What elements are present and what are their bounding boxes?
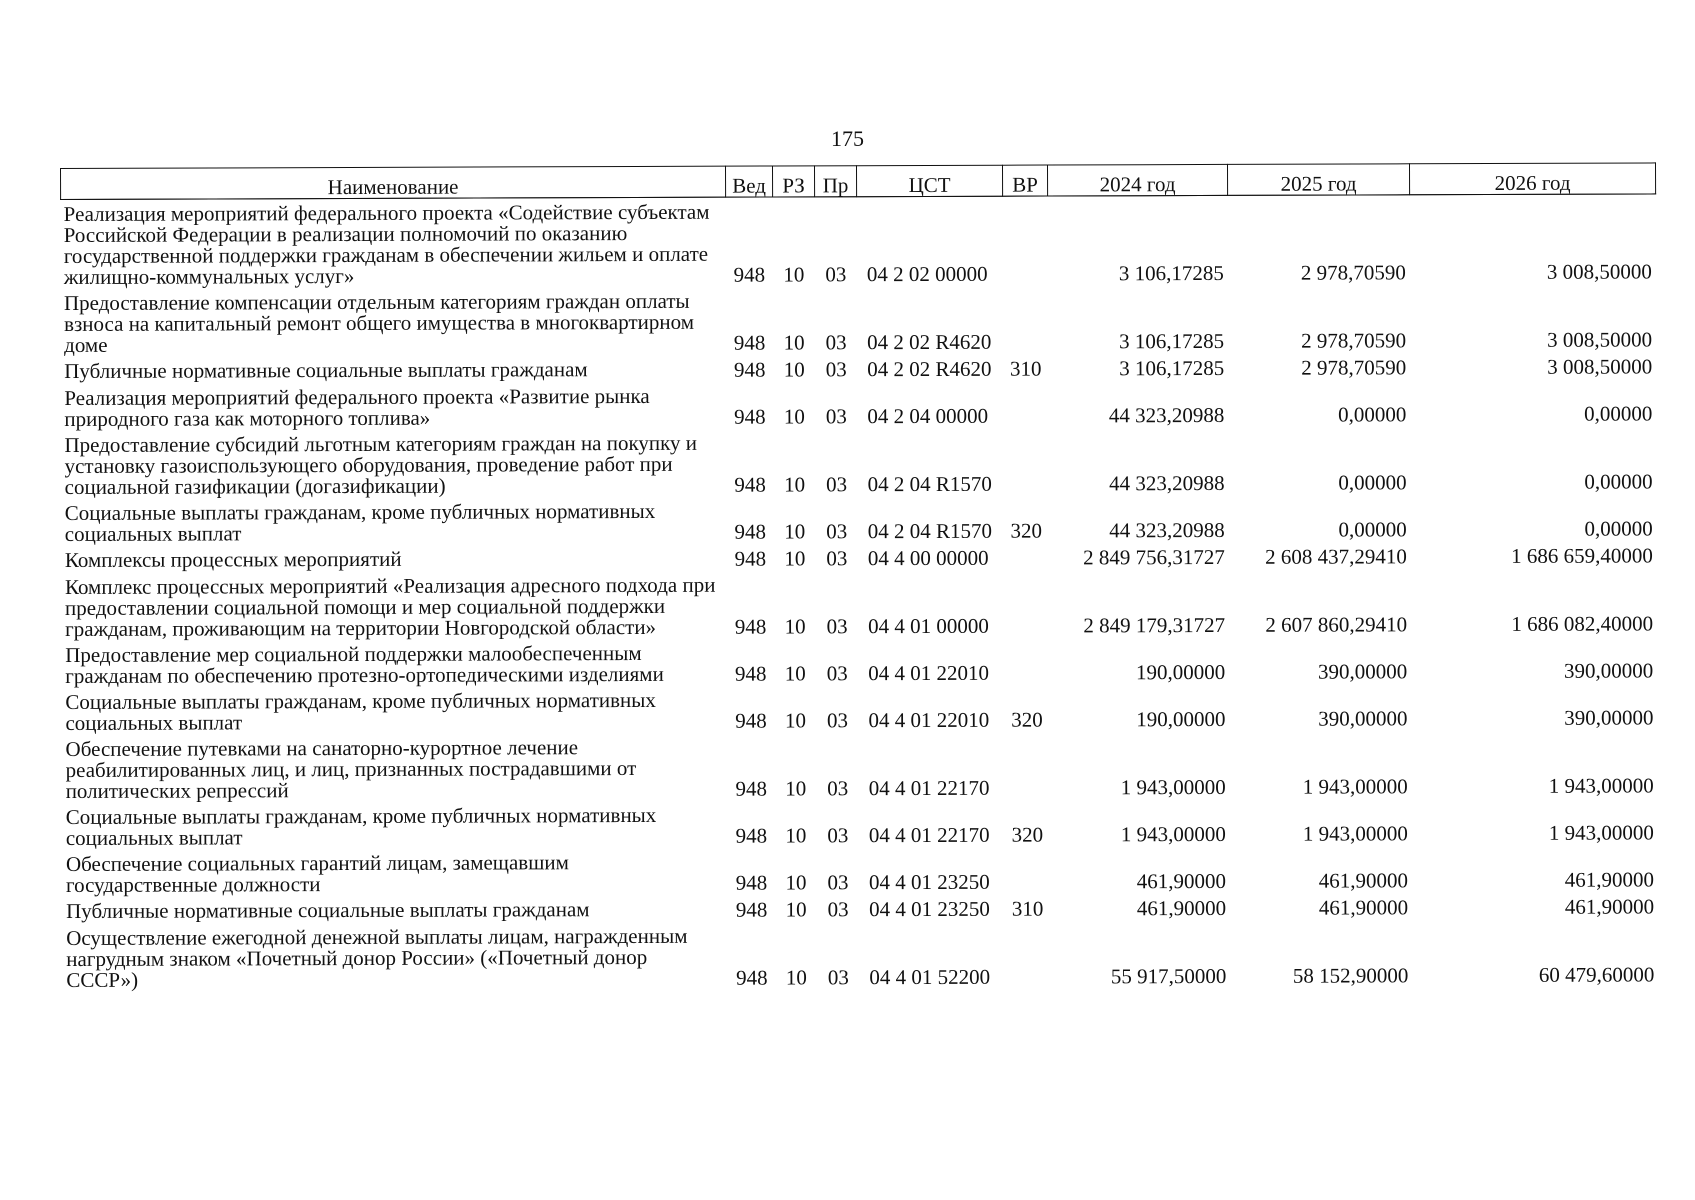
row-2025: 0,00000 [1338,517,1407,542]
row-2026: 461,90000 [1564,894,1655,919]
row-2025: 390,00000 [1317,659,1408,684]
row-2025: 461,90000 [1318,868,1409,893]
row-ved: 948 [734,472,766,497]
row-pr: 03 [827,965,849,990]
row-rz: 10 [785,965,807,990]
row-cst: 04 2 04 R1570 [867,471,992,497]
row-ved: 948 [735,897,768,922]
header-2025: 2025 год [1227,164,1409,196]
row-2024: 3 106,17285 [1118,260,1224,286]
row-name: Обеспечение путевками на санаторно-курортное лечение реабилитированных лиц, и лиц, признанных пострадавшими от политических репрессий [65,735,637,803]
row-vr [1003,196,1048,288]
row-cst: 04 4 01 23250 [869,896,990,922]
row-rz: 10 [783,262,805,287]
row-cst: 04 2 02 R4620 [867,329,992,355]
row-pr: 03 [826,708,848,733]
row-cst: 04 4 01 22010 [868,707,990,733]
row-pr: 03 [827,870,849,895]
row-2026: 461,90000 [1564,867,1655,892]
row-name: Обеспечение социальных гарантий лицам, замещавшим государственные должности [65,850,569,897]
row-vr: 310 [1011,896,1044,921]
table-row [63,920,1658,994]
row-pr: 03 [826,472,848,497]
row-vr: 320 [1010,518,1043,543]
row-2026: 3 008,50000 [1546,259,1652,284]
page-number: 175 [831,126,864,151]
row-2024: 461,90000 [1136,868,1227,894]
row-name: Осуществление ежегодной денежной выплаты лицам, награжденным нагрудным знаком «Почетный донор России» («Почетный донор СССР») [66,923,688,992]
row-cst: 04 2 02 00000 [866,261,988,287]
row-name: Публичные нормативные социальные выплаты гражданам [64,357,588,383]
row-2025: 461,90000 [1318,895,1409,920]
row-2026: 0,00000 [1584,516,1653,541]
row-vr [1003,430,1048,498]
row-name: Реализация мероприятий федерального проекта «Развитие рынка природного газа как моторного топлива» [64,383,650,431]
row-rz: 10 [783,330,805,355]
table-row [61,194,1656,291]
row-2025: 2 978,70590 [1301,328,1407,353]
row-ved: 948 [735,870,768,895]
row-2026: 1 686 082,40000 [1511,611,1654,636]
row-vr: 320 [1011,822,1044,847]
row-2024: 1 943,00000 [1120,821,1226,847]
header-2026: 2026 год [1409,163,1655,195]
row-2026: 390,00000 [1564,705,1654,730]
row-2024: 44 323,20988 [1109,470,1225,496]
row-rz: 10 [784,472,806,497]
row-pr: 03 [826,661,848,686]
row-rz: 10 [784,519,806,544]
row-name: Социальные выплаты гражданам, кроме публичных нормативных социальных выплат [65,802,657,850]
row-ved: 948 [733,262,766,287]
row-2024: 55 917,50000 [1110,963,1227,989]
row-2024: 3 106,17285 [1119,355,1225,381]
row-name: Социальные выплаты гражданам, кроме публичных нормативных социальных выплат [64,498,656,546]
row-rz: 10 [784,546,806,571]
header-cst: ЦСТ [856,165,1002,197]
row-2026: 60 479,60000 [1538,962,1655,987]
row-2026: 1 943,00000 [1548,820,1654,845]
row-name: Социальные выплаты гражданам, кроме публичных нормативных социальных выплат [65,687,656,735]
table-row [61,285,1656,359]
row-2024: 190,00000 [1136,706,1226,732]
row-rz: 10 [784,614,806,639]
row-pr: 03 [825,262,847,287]
row-pr: 03 [827,897,849,922]
row-vr [1004,545,1049,572]
row-name: Предоставление субсидий льготным категориям граждан на покупку и установку газоиспользующего оборудования, проведение работ при социальной газификации (догазификации) [64,430,698,499]
row-name: Комплекс процессных мероприятий «Реализация адресного подхода при предоставлении социальной помощи и мер социальной поддержки гражданам, проживающим на территории Новгородской области» [64,572,716,641]
row-2024: 2 849 756,31727 [1083,544,1225,570]
header-2024: 2024 год [1047,164,1227,196]
row-2025: 1 943,00000 [1302,774,1408,799]
row-vr: 320 [1011,707,1043,732]
row-cst: 04 4 01 00000 [868,613,989,639]
row-cst: 04 4 01 22010 [868,660,990,686]
row-rz: 10 [785,776,807,801]
row-2025: 2 608 437,29410 [1265,544,1407,569]
table-body [61,194,1659,994]
row-cst: 04 4 01 22170 [868,822,990,848]
row-rz: 10 [785,823,807,848]
row-rz: 10 [783,357,805,382]
table-row [62,684,1657,737]
row-cst: 04 2 02 R4620 [867,356,992,382]
row-name: Предоставление компенсации отдельным категориям граждан оплаты взноса на капитальный ремонт общего имущества в многоквартирном доме [63,288,695,357]
row-vr: 310 [1009,356,1042,381]
row-ved: 948 [735,823,768,848]
row-2026: 0,00000 [1584,469,1653,494]
row-cst: 04 4 00 00000 [867,545,989,571]
row-ved: 948 [734,519,767,544]
row-2025: 0,00000 [1338,470,1407,495]
row-vr [1005,849,1050,896]
row-cst: 04 2 04 00000 [867,403,989,429]
table-row [61,380,1656,433]
row-2025: 2 978,70590 [1300,260,1406,285]
row-rz: 10 [785,897,807,922]
row-ved: 948 [734,614,767,639]
row-2024: 44 323,20988 [1108,402,1225,428]
table-row [63,799,1658,852]
row-2024: 3 106,17285 [1119,328,1225,354]
row-name: Комплексы процессных мероприятий [64,546,402,572]
row-vr [1005,923,1050,991]
row-2024: 461,90000 [1136,895,1227,921]
table-row [62,637,1657,690]
table-row [62,495,1657,548]
row-pr: 03 [826,614,848,639]
row-2026: 1 686 659,40000 [1511,543,1653,568]
row-2024: 1 943,00000 [1120,774,1226,800]
row-rz: 10 [784,708,806,733]
row-cst: 04 4 01 52200 [869,964,991,990]
row-2026: 3 008,50000 [1547,327,1653,352]
row-name: Предоставление мер социальной поддержки малообеспеченным гражданам по обеспечению протезно-ортопедическими изделиями [65,640,664,688]
table-row [61,427,1656,501]
row-cst: 04 2 04 R1570 [867,518,993,544]
row-ved: 948 [735,708,767,733]
row-2026: 0,00000 [1584,401,1653,426]
row-2026: 390,00000 [1563,658,1654,683]
row-2025: 1 943,00000 [1302,821,1408,846]
row-2026: 1 943,00000 [1548,773,1654,798]
row-ved: 948 [733,330,766,355]
row-ved: 948 [734,661,767,686]
row-vr [1003,288,1048,356]
budget-table [60,162,1659,994]
row-2024: 44 323,20988 [1109,517,1225,543]
row-vr [1004,572,1049,640]
row-ved: 948 [736,965,768,990]
row-2025: 2 978,70590 [1301,355,1407,380]
row-pr: 03 [825,404,847,429]
header-vr: ВР [1002,165,1047,196]
row-ved: 948 [733,357,766,382]
row-2024: 2 849 179,31727 [1083,612,1226,638]
row-pr: 03 [827,823,849,848]
row-ved: 948 [734,546,767,571]
row-rz: 10 [783,404,805,429]
row-2025: 390,00000 [1318,706,1408,731]
row-vr [1004,640,1049,687]
row-cst: 04 4 01 22170 [868,775,990,801]
row-2026: 3 008,50000 [1547,354,1653,379]
row-2024: 190,00000 [1135,659,1226,685]
row-ved: 948 [735,776,767,801]
header-pr: Пр [814,166,856,197]
row-cst: 04 4 01 23250 [868,869,990,895]
row-name: Реализация мероприятий федерального проекта «Содействие субъектам Российской Федерации в реализации полномочий по оказанию государственной поддержки гражданам в обеспечении жильем и оплате жилищно-коммунальных услуг» [63,199,710,289]
header-name: Наименование [61,166,726,199]
row-vr [1004,734,1049,802]
table-row [62,731,1657,805]
row-2025: 2 607 860,29410 [1265,612,1408,637]
row-rz: 10 [785,870,807,895]
row-pr: 03 [826,546,848,571]
table-row [62,569,1657,643]
row-2025: 58 152,90000 [1292,963,1409,988]
row-ved: 948 [734,404,766,429]
row-pr: 03 [825,330,847,355]
header-ved: Вед [725,166,772,197]
row-pr: 03 [825,357,847,382]
row-pr: 03 [827,776,849,801]
row-vr [1003,383,1048,430]
row-pr: 03 [826,519,848,544]
row-2025: 0,00000 [1338,402,1407,427]
row-rz: 10 [784,661,806,686]
header-rz: РЗ [772,166,814,197]
table-row [63,846,1658,899]
row-name: Публичные нормативные социальные выплаты гражданам [66,897,590,923]
